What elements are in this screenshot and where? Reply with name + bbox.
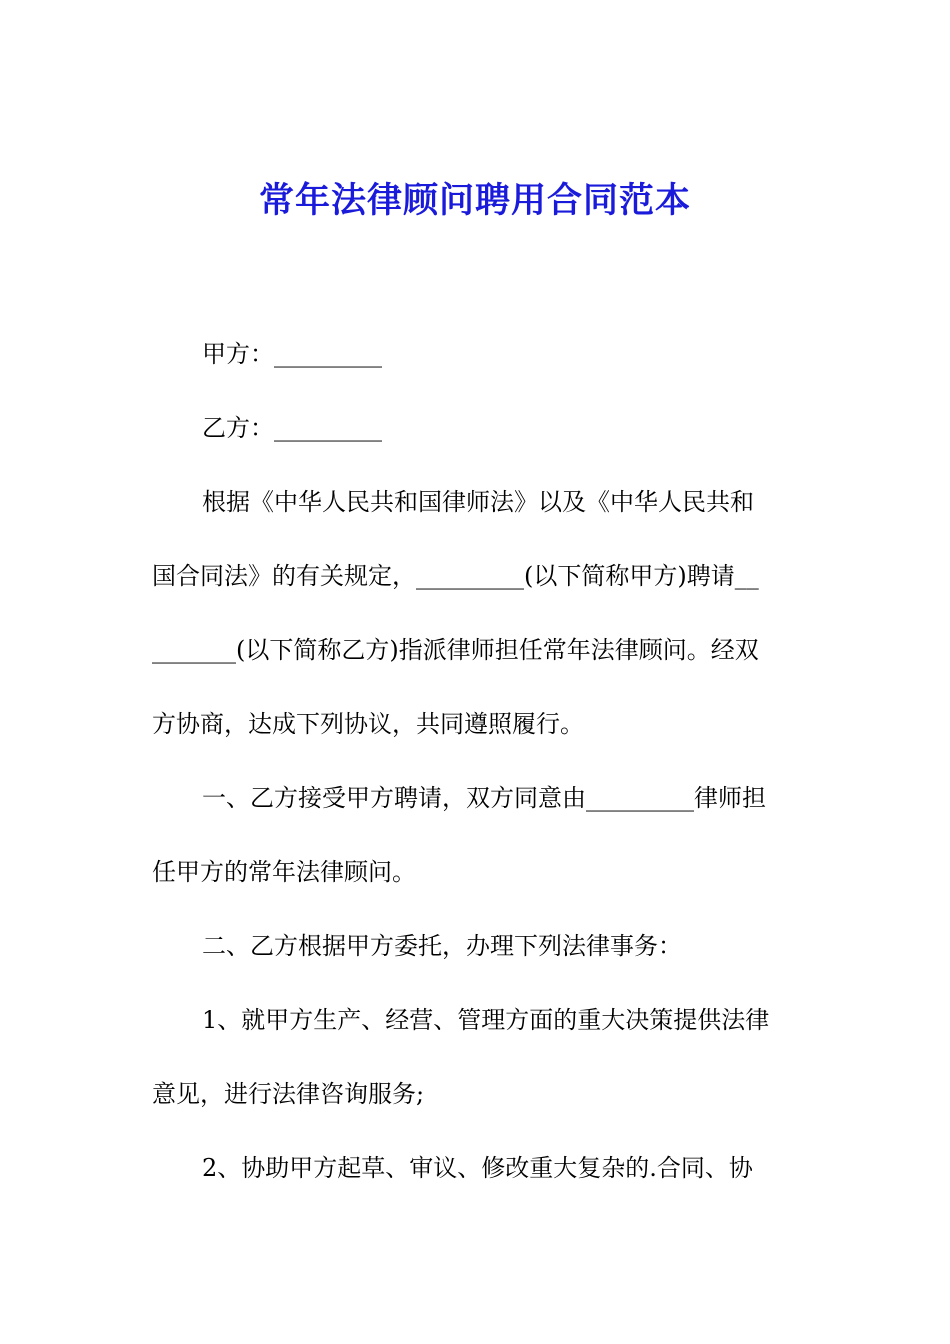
item-1-line-2: 意见，进行法律咨询服务;	[152, 1080, 425, 1108]
party-b-line: 乙方：_________	[202, 414, 382, 442]
item-2-line-1: 2、协助甲方起草、审议、修改重大复杂的.合同、协	[202, 1154, 753, 1182]
item-1-line-1: 1、就甲方生产、经营、管理方面的重大决策提供法律	[202, 1006, 770, 1034]
preamble-line-4: 方协商，达成下列协议，共同遵照履行。	[152, 710, 584, 738]
clause-1-line-1: 一、乙方接受甲方聘请，双方同意由_________律师担	[202, 784, 766, 812]
preamble-line-1: 根据《中华人民共和国律师法》以及《中华人民共和	[202, 488, 754, 516]
preamble-line-3: _______(以下简称乙方)指派律师担任常年法律顾问。经双	[152, 636, 759, 664]
preamble-line-2: 国合同法》的有关规定，_________(以下简称甲方)聘请__	[152, 562, 759, 590]
document-title: 常年法律顾问聘用合同范本	[258, 180, 691, 221]
clause-1-line-2: 任甲方的常年法律顾问。	[152, 858, 416, 886]
party-a-line: 甲方：_________	[202, 340, 382, 368]
clause-2-heading: 二、乙方根据甲方委托，办理下列法律事务：	[202, 932, 682, 960]
document-body	[152, 336, 802, 1224]
